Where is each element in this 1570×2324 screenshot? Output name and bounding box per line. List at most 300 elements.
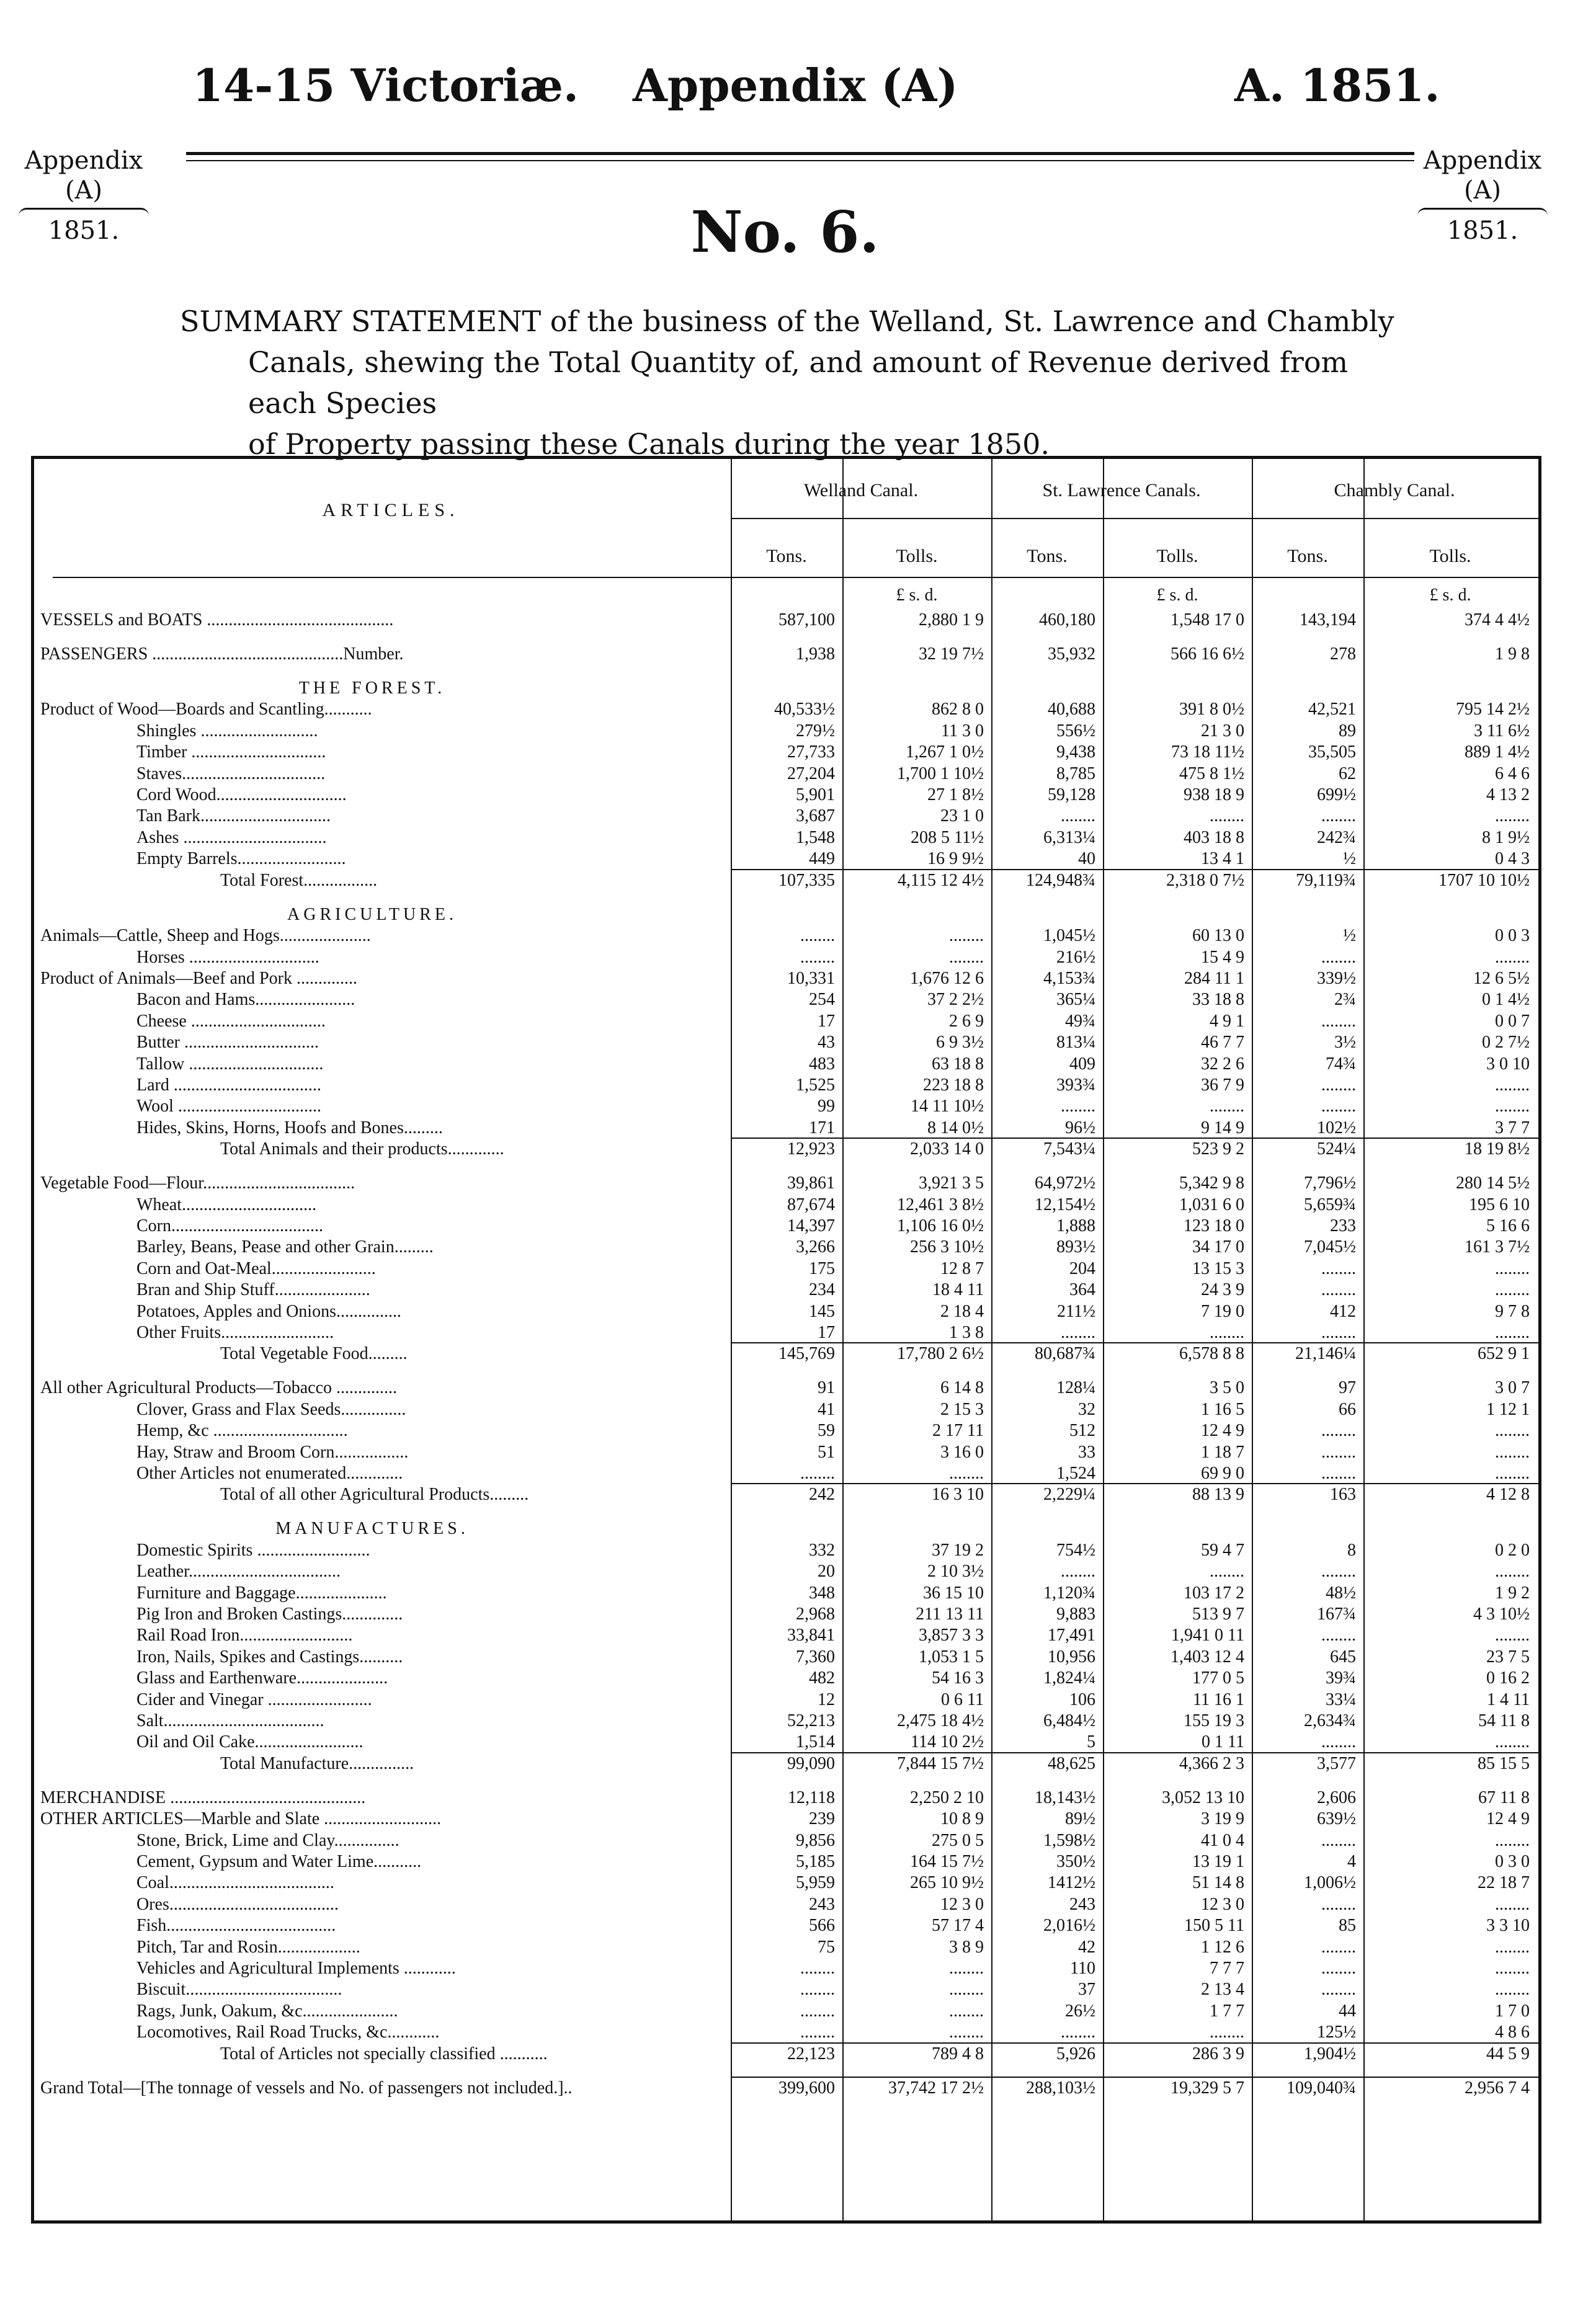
table-cell: 1,524	[1056, 1464, 1095, 1483]
table-cell: 44 5 9	[1486, 2044, 1530, 2064]
row-label: Biscuit....................................	[136, 1980, 342, 2000]
table-cell: 234	[809, 1280, 835, 1300]
table-cell: ........	[800, 2023, 835, 2042]
table-cell: 96½	[1065, 1118, 1095, 1138]
table-cell: 12	[818, 1690, 835, 1709]
table-cell: 1,548 17 0	[1171, 610, 1244, 630]
table-cell: 27 1 8½	[927, 785, 984, 805]
table-cell: 7,360	[796, 1647, 835, 1667]
table-cell: ........	[949, 926, 984, 946]
table-cell: 1,525	[796, 1075, 835, 1095]
table-cell: 18 4 11	[932, 1280, 984, 1300]
table-cell: 12,923	[787, 1139, 835, 1159]
table-cell: 1 18 7	[1201, 1442, 1244, 1462]
table-cell: 18 19 8½	[1465, 1139, 1530, 1159]
table-cell: 7,543¼	[1043, 1139, 1095, 1159]
table-cell: ........	[1495, 1980, 1530, 2000]
table-cell: ........	[1495, 1732, 1530, 1752]
table-cell: 2,880 1 9	[919, 610, 984, 630]
table-cell: 75	[818, 1937, 835, 1957]
header-rule	[186, 152, 1414, 161]
table-cell: 0 6 11	[941, 1690, 984, 1709]
header-center: Appendix (A)	[633, 59, 958, 112]
table-cell: 938 18 9	[1184, 785, 1244, 805]
currency-label: £ s. d.	[896, 585, 938, 605]
table-cell: 24 3 9	[1201, 1280, 1244, 1300]
row-label: Hemp, &c ...............................	[136, 1422, 348, 1441]
total-rule	[731, 869, 1538, 870]
row-label: Coal......................................	[136, 1874, 334, 1893]
row-label: Fish.......................................	[136, 1917, 336, 1936]
table-cell: 4 3 10½	[1473, 1605, 1530, 1624]
table-cell: 0 0 3	[1495, 926, 1530, 946]
table-cell: 3 5 0	[1210, 1378, 1244, 1398]
table-cell: 0 1 11	[1202, 1732, 1244, 1752]
table-cell: 2 13 4	[1201, 1980, 1244, 2000]
table-cell: 339½	[1317, 968, 1356, 988]
table-cell: 12,154½	[1035, 1195, 1095, 1214]
table-cell: 8	[1347, 1540, 1356, 1560]
row-label: Horses ..............................	[136, 948, 319, 967]
table-cell: ........	[1495, 1937, 1530, 1957]
total-label: Total Animals and their products.............	[220, 1140, 504, 1159]
table-cell: 15 4 9	[1201, 947, 1244, 967]
table-cell: 114 10 2½	[911, 1732, 984, 1752]
table-cell: 393¾	[1056, 1075, 1095, 1095]
table-cell: 91	[818, 1378, 835, 1398]
row-label: MERCHANDISE .............................................	[40, 1788, 366, 1807]
table-cell: 1 16 5	[1201, 1399, 1244, 1419]
table-cell: ........	[1495, 1421, 1530, 1441]
table-cell: 14,397	[787, 1216, 835, 1235]
table-cell: 33¼	[1326, 1690, 1356, 1709]
table-cell: 43	[818, 1033, 835, 1053]
table-cell: 22 18 7	[1478, 1873, 1530, 1893]
table-cell: 208 5 11½	[911, 827, 984, 847]
table-cell: ½	[1343, 849, 1356, 869]
table-cell: 167¾	[1317, 1605, 1356, 1624]
table-cell: 161 3 7½	[1465, 1237, 1530, 1257]
row-label: Leather...................................	[136, 1562, 341, 1582]
table-cell: 27,204	[787, 764, 835, 783]
table-cell: 8,785	[1056, 764, 1095, 783]
table-cell: 4 9 1	[1210, 1011, 1244, 1031]
table-cell: 12 4 9	[1201, 1421, 1244, 1441]
side-sub: (A)	[1463, 176, 1502, 205]
table-cell: 391 8 0½	[1179, 700, 1244, 719]
table-cell: 4,366 2 3	[1179, 1753, 1244, 1773]
table-cell: 143,194	[1300, 610, 1356, 630]
table-cell: ........	[800, 2001, 835, 2021]
row-label: Barley, Beans, Pease and other Grain.........	[136, 1238, 434, 1257]
table-cell: 3,266	[796, 1237, 835, 1257]
table-cell: 1,031 6 0	[1179, 1195, 1244, 1214]
table-cell: 17,491	[1048, 1626, 1095, 1645]
table-cell: 51 14 8	[1192, 1873, 1244, 1893]
table-cell: 2 15 3	[940, 1399, 984, 1419]
table-cell: 107,335	[778, 870, 835, 890]
table-cell: 7,796½	[1304, 1173, 1356, 1193]
table-cell: ........	[800, 947, 835, 967]
table-cell: 128¼	[1056, 1378, 1095, 1398]
table-cell: ........	[1321, 1830, 1356, 1850]
table-cell: ........	[1495, 1322, 1530, 1342]
table-cell: 177 0 5	[1192, 1668, 1244, 1688]
row-label: Empty Barrels.........................	[136, 850, 346, 869]
table-cell: ........	[1321, 1937, 1356, 1957]
table-cell: ........	[1321, 1980, 1356, 2000]
table-cell: 9,883	[1056, 1605, 1095, 1624]
table-cell: 125½	[1317, 2023, 1356, 2042]
table-cell: ........	[1321, 1894, 1356, 1914]
table-cell: 0 3 0	[1495, 1852, 1530, 1872]
table-cell: 524¼	[1317, 1139, 1356, 1159]
table-cell: ........	[1061, 1322, 1095, 1342]
table-cell: 89½	[1065, 1809, 1095, 1829]
table-cell: 460,180	[1039, 610, 1095, 630]
table-cell: 9 7 8	[1495, 1301, 1530, 1321]
table-cell: ........	[1210, 2023, 1244, 2042]
table-cell: 350½	[1056, 1852, 1095, 1872]
row-label: Potatoes, Apples and Onions...............	[136, 1302, 401, 1321]
tolls-header: Tolls.	[1156, 546, 1198, 566]
row-label: Hay, Straw and Broom Corn.................	[136, 1443, 409, 1462]
table-cell: 754½	[1056, 1540, 1095, 1560]
table-cell: 49¾	[1065, 1011, 1095, 1031]
table-cell: ........	[949, 947, 984, 967]
row-label: Cord Wood..............................	[136, 786, 347, 805]
table-cell: 3 7 7	[1495, 1118, 1530, 1138]
total-label: Total of all other Agricultural Products.........	[220, 1485, 529, 1505]
row-label: VESSELS and BOATS ...........................................	[40, 611, 394, 630]
table-cell: ........	[1210, 1097, 1244, 1116]
table-cell: 145	[809, 1301, 835, 1321]
table-cell: ........	[949, 1464, 984, 1483]
row-label: Bacon and Hams.......................	[136, 991, 355, 1010]
row-label: Butter ...............................	[136, 1033, 319, 1053]
table-cell: 1,598½	[1043, 1830, 1095, 1850]
total-rule	[731, 1752, 1538, 1753]
table-cell: 2 10 3½	[927, 1562, 984, 1582]
table-cell: ........	[800, 1959, 835, 1979]
table-cell: 12,461 3 8½	[897, 1195, 984, 1214]
table-cell: 1 12 6	[1201, 1937, 1244, 1957]
table-cell: 12 6 5½	[1473, 968, 1530, 988]
table-cell: 195 6 10	[1469, 1195, 1530, 1214]
table-cell: 34 17 0	[1192, 1237, 1244, 1257]
table-cell: 365¼	[1056, 990, 1095, 1010]
table-cell: 1,045½	[1043, 926, 1095, 946]
table-cell: ........	[949, 2023, 984, 2042]
table-cell: 48,625	[1048, 1753, 1095, 1773]
row-label: Other Fruits..........................	[136, 1323, 334, 1342]
table-cell: ........	[1061, 1562, 1095, 1582]
row-label: Glass and Earthenware.....................	[136, 1669, 388, 1688]
table-cell: 1,904½	[1304, 2044, 1356, 2064]
table-cell: 2,968	[796, 1605, 835, 1624]
table-cell: 67 11 8	[1478, 1788, 1530, 1807]
total-label: Total Forest.................	[220, 871, 378, 890]
table-cell: 33 18 8	[1192, 990, 1244, 1010]
table-cell: 0 2 0	[1495, 1540, 1530, 1560]
table-cell: 0 4 3	[1495, 849, 1530, 869]
table-cell: 1,120¾	[1043, 1583, 1095, 1603]
table-cell: ........	[1495, 1562, 1530, 1582]
table-cell: 523 9 2	[1192, 1139, 1244, 1159]
table-cell: 99	[818, 1097, 835, 1116]
total-label: Total Vegetable Food.........	[220, 1345, 408, 1364]
table-cell: 110	[1070, 1959, 1095, 1979]
table-cell: 175	[809, 1258, 835, 1278]
table-cell: 0 2 7½	[1482, 1033, 1530, 1053]
total-rule	[731, 1138, 1538, 1139]
table-cell: 51	[818, 1442, 835, 1462]
table-cell: ........	[1321, 1280, 1356, 1300]
table-cell: ........	[1495, 1626, 1530, 1645]
table-cell: 40,533½	[774, 700, 835, 719]
table-cell: 87,674	[787, 1195, 835, 1214]
row-label: Tallow ...............................	[136, 1054, 324, 1074]
table-cell: 11 3 0	[941, 721, 984, 741]
row-label: Tan Bark..............................	[136, 807, 331, 826]
table-cell: 2,956 7 4	[1465, 2078, 1530, 2098]
table-cell: 1,106 16 0½	[897, 1216, 984, 1235]
table-cell: ........	[1321, 806, 1356, 826]
table-cell: 1 3 8	[949, 1322, 984, 1342]
table-cell: 409	[1069, 1054, 1095, 1074]
table-cell: 1 7 0	[1495, 2001, 1530, 2021]
table-cell: 7 19 0	[1201, 1301, 1244, 1321]
currency-label: £ s. d.	[1429, 585, 1471, 605]
table-cell: 204	[1069, 1258, 1095, 1278]
st-lawrence-canals-header: St. Lawrence Canals.	[1042, 480, 1201, 501]
canal-summary-table	[31, 456, 1541, 2224]
table-cell: 789 4 8	[932, 2044, 984, 2064]
table-cell: ½	[1343, 926, 1356, 946]
table-cell: 13 15 3	[1192, 1258, 1244, 1278]
chambly-canal-header: Chambly Canal.	[1334, 480, 1455, 501]
table-cell: 155 19 3	[1184, 1711, 1244, 1731]
table-cell: ........	[1321, 947, 1356, 967]
row-label: OTHER ARTICLES—Marble and Slate ...........................	[40, 1810, 442, 1829]
table-cell: 57 17 4	[932, 1916, 984, 1936]
table-cell: 6,313¼	[1043, 827, 1095, 847]
table-cell: 286 3 9	[1192, 2044, 1244, 2064]
table-cell: 211½	[1057, 1301, 1095, 1321]
row-label: Ashes .................................	[136, 828, 327, 847]
side-label: Appendix	[24, 146, 143, 175]
table-cell: 73 18 11½	[1171, 742, 1244, 762]
row-label: Corn and Oat-Meal........................	[136, 1259, 376, 1278]
table-cell: 5	[1087, 1732, 1095, 1752]
table-cell: 80,687¾	[1035, 1344, 1095, 1364]
table-cell: 2 18 4	[940, 1301, 984, 1321]
table-cell: 59	[818, 1421, 835, 1441]
table-cell: 4,153¾	[1043, 968, 1095, 988]
table-cell: 17	[818, 1322, 835, 1342]
total-rule	[731, 2077, 1538, 2078]
table-cell: 5,901	[796, 785, 835, 805]
table-cell: 3,921 3 5	[919, 1173, 984, 1193]
table-cell: ........	[1495, 1075, 1530, 1095]
table-cell: 512	[1069, 1421, 1095, 1441]
row-label: Cement, Gypsum and Water Lime...........	[136, 1853, 422, 1872]
table-cell: 12 8 7	[940, 1258, 984, 1278]
table-cell: ........	[1321, 1626, 1356, 1645]
table-cell: 97	[1339, 1378, 1356, 1398]
row-label: Locomotives, Rail Road Trucks, &c............	[136, 2023, 440, 2042]
table-cell: 216½	[1056, 947, 1095, 967]
table-cell: 21 3 0	[1201, 721, 1244, 741]
table-cell: 889 1 4½	[1465, 742, 1530, 762]
table-cell: 5 16 6	[1486, 1216, 1530, 1235]
table-cell: 9 14 9	[1201, 1118, 1244, 1138]
table-cell: 242¾	[1317, 827, 1356, 847]
table-cell: 37,742 17 2½	[888, 2078, 984, 2098]
table-cell: 1,888	[1056, 1216, 1095, 1235]
table-cell: ........	[1321, 1097, 1356, 1116]
table-cell: 35,505	[1308, 742, 1356, 762]
total-label: Total of Articles not specially classified ...........	[220, 2044, 548, 2064]
table-cell: ........	[1210, 806, 1244, 826]
row-label: Animals—Cattle, Sheep and Hogs.....................	[40, 927, 371, 946]
table-cell: 33,841	[787, 1626, 835, 1645]
table-cell: 3,857 3 3	[919, 1626, 984, 1645]
table-cell: 1,941 0 11	[1171, 1626, 1244, 1645]
table-cell: ........	[1495, 1258, 1530, 1278]
table-cell: 374 4 4½	[1465, 610, 1530, 630]
table-cell: 0 0 7	[1495, 1011, 1530, 1031]
table-cell: 59,128	[1048, 785, 1095, 805]
table-cell: 8 14 0½	[927, 1118, 984, 1138]
table-cell: ........	[1495, 1464, 1530, 1483]
table-cell: 3½	[1334, 1033, 1356, 1053]
row-label: PASSENGERS ............................................Number.	[40, 645, 404, 664]
row-label: Product of Animals—Beef and Pork ..............	[40, 969, 357, 988]
table-cell: 893½	[1056, 1237, 1095, 1257]
row-label: Pitch, Tar and Rosin...................	[136, 1938, 360, 1957]
table-cell: 54 11 8	[1478, 1711, 1530, 1731]
row-label: Vegetable Food—Flour...................................	[40, 1174, 355, 1193]
table-cell: 3 19 9	[1201, 1809, 1244, 1829]
table-cell: 7,844 15 7½	[897, 1753, 984, 1773]
table-cell: 2,634¾	[1304, 1711, 1356, 1731]
header-rule	[731, 518, 1538, 519]
table-cell: 2¾	[1334, 990, 1356, 1010]
row-label: Lard ..................................	[136, 1075, 321, 1095]
table-cell: ........	[1061, 2023, 1095, 2042]
table-cell: 99,090	[787, 1753, 835, 1773]
table-cell: 41	[818, 1399, 835, 1419]
table-cell: 39¾	[1326, 1668, 1356, 1688]
table-cell: 3 16 0	[940, 1442, 984, 1462]
row-label: Product of Wood—Boards and Scantling...........	[40, 700, 372, 719]
table-cell: 813¼	[1056, 1033, 1095, 1053]
table-cell: ........	[1321, 1322, 1356, 1342]
row-label: Vehicles and Agricultural Implements ............	[136, 1959, 456, 1979]
table-cell: 69 9 0	[1201, 1464, 1244, 1483]
table-cell: 17,780 2 6½	[897, 1344, 984, 1364]
table-cell: 4 8 6	[1495, 2023, 1530, 2042]
table-cell: ........	[1210, 1562, 1244, 1582]
table-cell: 566	[809, 1916, 835, 1936]
table-cell: ........	[1321, 1562, 1356, 1582]
table-cell: 0 1 4½	[1482, 990, 1530, 1010]
header-rule	[53, 577, 1538, 578]
table-cell: 32 2 6	[1201, 1054, 1244, 1074]
table-cell: 699½	[1317, 785, 1356, 805]
table-cell: 223 18 8	[923, 1075, 984, 1095]
table-cell: 5,926	[1056, 2044, 1095, 2064]
table-cell: 3,052 13 10	[1162, 1788, 1244, 1807]
running-header	[0, 59, 1570, 115]
table-cell: ........	[1321, 1258, 1356, 1278]
table-cell: 60 13 0	[1192, 926, 1244, 946]
table-cell: 150 5 11	[1184, 1916, 1244, 1936]
table-cell: 23 1 0	[940, 806, 984, 826]
table-cell: 403 18 8	[1184, 827, 1244, 847]
table-cell: 256 3 10½	[910, 1237, 984, 1257]
table-cell: 37	[1078, 1980, 1095, 2000]
table-cell: 1707 10 10½	[1438, 870, 1530, 890]
table-cell: 54 16 3	[932, 1668, 984, 1688]
table-cell: 364	[1069, 1280, 1095, 1300]
summary-line-2: Canals, shewing the Total Quantity of, and amount of Revenue derived from each Species	[248, 345, 1349, 420]
table-cell: 8 1 9½	[1482, 827, 1530, 847]
table-cell: 74¾	[1326, 1054, 1356, 1074]
table-cell: 211 13 11	[916, 1605, 984, 1624]
table-cell: 278	[1330, 644, 1356, 664]
table-cell: 48½	[1326, 1583, 1356, 1603]
table-cell: 7 7 7	[1210, 1959, 1244, 1979]
header-right: A. 1851.	[1234, 59, 1440, 112]
table-cell: 12,118	[788, 1788, 835, 1807]
table-cell: 3 3 10	[1486, 1916, 1530, 1936]
row-label: Cider and Vinegar ........................	[136, 1690, 372, 1709]
table-cell: ........	[1495, 947, 1530, 967]
table-cell: 52,213	[787, 1711, 835, 1731]
tons-header: Tons.	[1027, 546, 1068, 566]
row-label: Timber ...............................	[136, 743, 326, 762]
table-cell: 3 0 7	[1495, 1378, 1530, 1398]
table-cell: 123 18 0	[1184, 1216, 1244, 1235]
table-cell: 279½	[796, 721, 835, 741]
table-cell: 13 19 1	[1192, 1852, 1244, 1872]
row-label: Wheat...............................	[136, 1195, 317, 1214]
table-cell: 42	[1078, 1937, 1095, 1957]
tons-header: Tons.	[1287, 546, 1328, 566]
section-heading: MANUFACTURES.	[275, 1520, 469, 1539]
table-cell: 5,185	[796, 1852, 835, 1872]
welland-canal-header: Welland Canal.	[803, 480, 919, 501]
table-cell: 64,972½	[1035, 1173, 1095, 1193]
table-cell: 103 17 2	[1184, 1583, 1244, 1603]
table-cell: 35,932	[1048, 644, 1095, 664]
row-label: Pig Iron and Broken Castings..............	[136, 1605, 403, 1624]
table-cell: 3 11 6½	[1474, 721, 1530, 741]
table-cell: 399,600	[778, 2078, 835, 2098]
table-cell: 6 9 3½	[936, 1033, 984, 1053]
table-cell: 39,861	[787, 1173, 835, 1193]
table-cell: 412	[1330, 1301, 1356, 1321]
table-cell: 36 15 10	[923, 1583, 984, 1603]
table-cell: 1 12 1	[1486, 1399, 1530, 1419]
table-cell: 1,403 12 4	[1171, 1647, 1244, 1667]
side-label: Appendix	[1423, 146, 1542, 175]
table-cell: 2,318 0 7½	[1166, 870, 1244, 890]
table-cell: 145,769	[778, 1344, 835, 1364]
table-cell: 16 3 10	[932, 1485, 984, 1505]
